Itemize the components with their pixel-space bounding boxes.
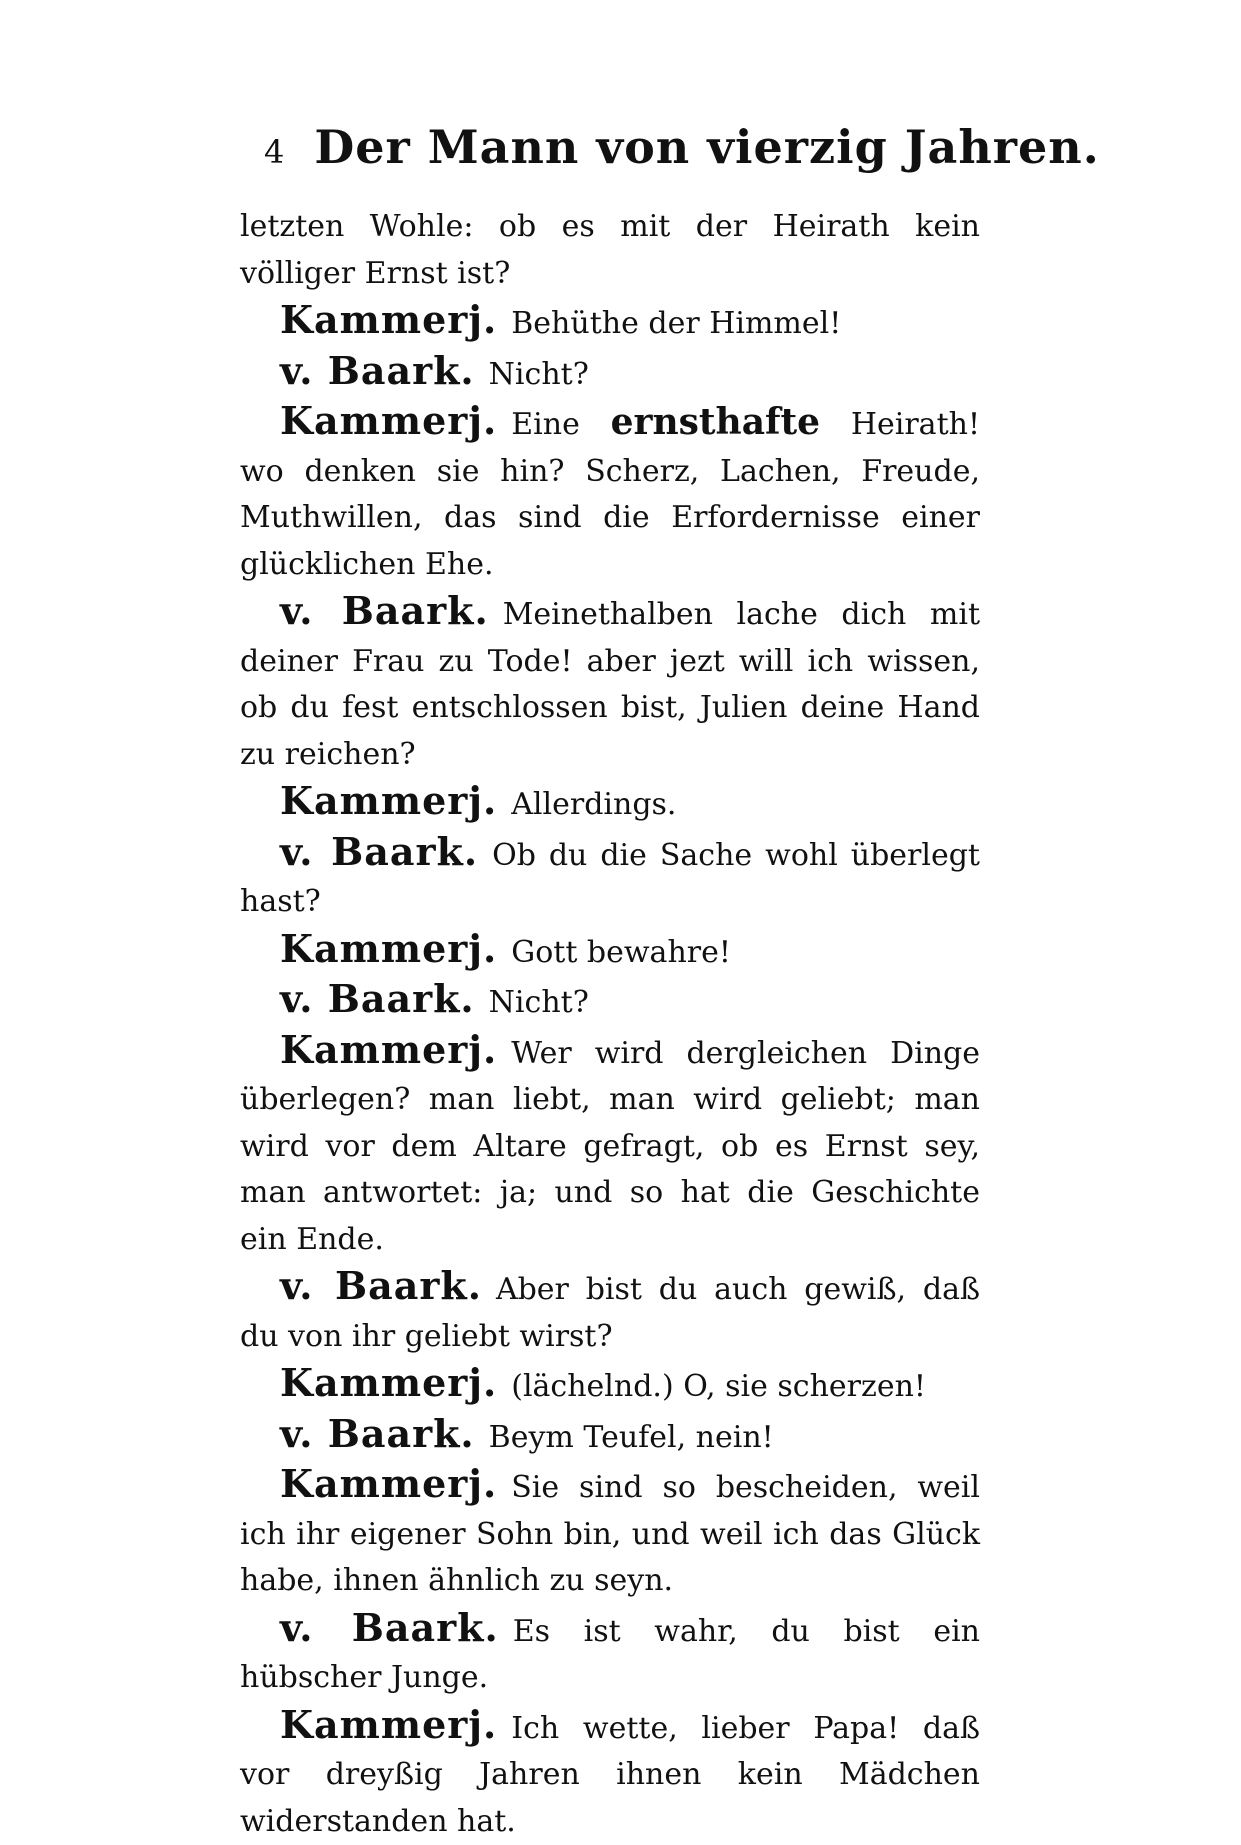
speaker-name: Kammerj. — [280, 778, 497, 823]
paragraph-text: letzten Wohle: ob es mit der Heirath kein völliger Ernst ist? — [240, 209, 980, 291]
speaker-name: Kammerj. — [280, 297, 497, 342]
running-title: Der Mann von vierzig Jahren. — [314, 120, 1099, 174]
speech-text: Meinethalben lache dich mit deiner Frau zu Tode! aber jezt will ich wissen, ob du fest entschlossen bist, Julien deine Hand zu reichen? — [240, 597, 980, 772]
speech-paragraph — [240, 398, 980, 588]
dialogue-text — [240, 204, 980, 1845]
speaker-name: v. Baark. — [280, 1605, 499, 1650]
page-header — [264, 120, 1100, 174]
speaker-name: Kammerj. — [280, 1702, 497, 1747]
speech-paragraph — [240, 926, 980, 977]
speech-text: Sie sind so bescheiden, weil ich ihr eigener Sohn bin, und weil ich das Glück habe, ihnen ähnlich zu seyn. — [240, 1470, 980, 1598]
speaker-name: v. Baark. — [280, 588, 489, 633]
speaker-name: v. Baark. — [280, 1411, 475, 1456]
speech-text: Behüthe der Himmel! — [511, 306, 841, 341]
speech-text: Wer wird dergleichen Dinge überlegen? man liebt, man wird geliebt; man wird vor dem Altare gefragt, ob es Ernst sey, man antwortet: ja; und so hat die Geschichte ein Ende. — [240, 1036, 980, 1257]
speech-text: Nicht? — [489, 985, 589, 1020]
speech-text: (lächelnd.) O, sie scherzen! — [511, 1369, 926, 1404]
speech-paragraph — [240, 1605, 980, 1702]
speech-paragraph — [240, 1360, 980, 1411]
speaker-name: Kammerj. — [280, 926, 497, 971]
speech-text: Heirath! wo denken sie hin? Scherz, Lachen, Freude, Muthwillen, das sind die Erfordernisse einer glücklichen Ehe. — [240, 407, 980, 582]
speech-text: Aber bist du auch gewiß, daß du von ihr geliebt wirst? — [240, 1272, 980, 1354]
speech-text: Beym Teufel, nein! — [489, 1420, 774, 1455]
speech-paragraph — [240, 1263, 980, 1360]
speech-paragraph — [240, 1702, 980, 1845]
speech-paragraph — [240, 1411, 980, 1462]
speaker-name: Kammerj. — [280, 1360, 497, 1405]
speech-paragraph — [240, 778, 980, 829]
speech-paragraph — [240, 829, 980, 926]
emphasized-word: ernsthafte — [611, 401, 820, 443]
speech-paragraph — [240, 297, 980, 348]
speaker-name: v. Baark. — [280, 348, 475, 393]
speech-text: Es ist wahr, du bist ein hübscher Junge. — [240, 1614, 980, 1696]
speaker-name: v. Baark. — [280, 976, 475, 1021]
speech-paragraph — [240, 588, 980, 778]
speaker-name: v. Baark. — [280, 1263, 482, 1308]
speech-text: Eine — [511, 407, 580, 442]
speaker-name: Kammerj. — [280, 398, 497, 443]
speech-text: Ob du die Sache wohl überlegt hast? — [240, 838, 980, 920]
speech-text: Allerdings. — [511, 787, 676, 822]
speaker-name: Kammerj. — [280, 1027, 497, 1072]
speaker-name: v. Baark. — [280, 829, 478, 874]
page-number: 4 — [264, 133, 284, 171]
speech-text: Ich wette, lieber Papa! daß vor dreyßig Jahren ihnen kein Mädchen widerstanden hat. — [240, 1711, 980, 1839]
speaker-name: Kammerj. — [280, 1461, 497, 1506]
speech-paragraph — [240, 348, 980, 399]
speech-paragraph — [240, 1027, 980, 1264]
speech-paragraph — [240, 976, 980, 1027]
speech-text: Nicht? — [489, 357, 589, 392]
continuation-paragraph — [240, 204, 980, 297]
speech-paragraph — [240, 1461, 980, 1605]
speech-text: Gott bewahre! — [511, 935, 731, 970]
